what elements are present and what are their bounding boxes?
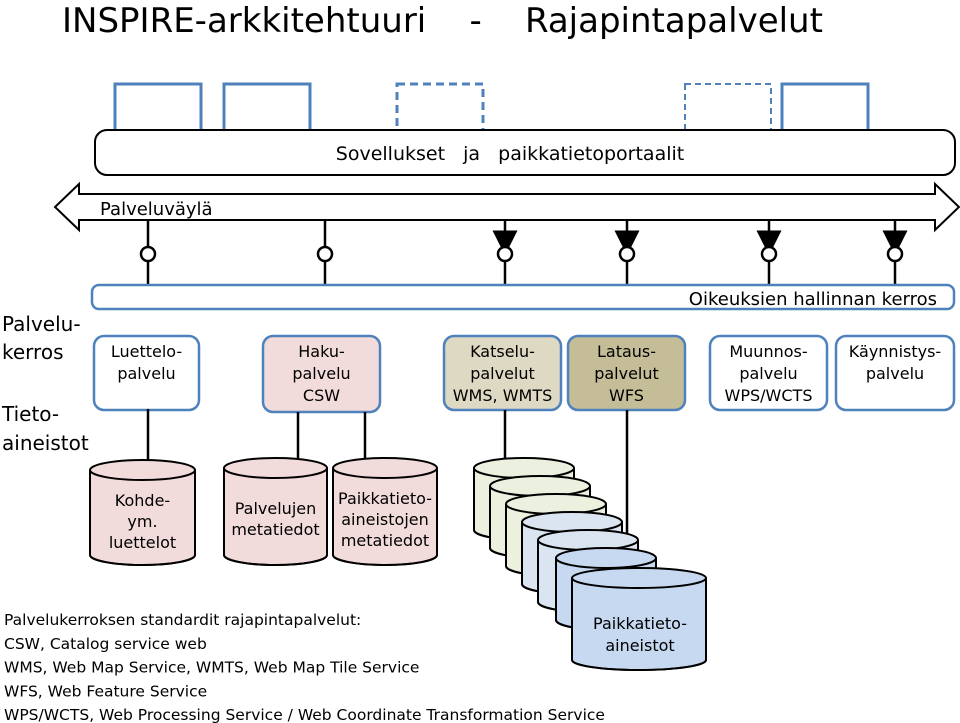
standards-line: Palvelukerroksen standardit rajapintapalvelut: xyxy=(4,611,362,629)
service-box xyxy=(94,336,199,410)
app-window-dashed xyxy=(397,84,483,136)
app-window-dashed xyxy=(685,84,771,136)
service-box xyxy=(710,336,827,410)
connectors xyxy=(141,220,902,285)
service-box-label: palvelu xyxy=(865,364,925,383)
service-box-label: palvelu xyxy=(117,364,176,383)
app-window xyxy=(782,84,868,136)
database-label: luettelot xyxy=(108,533,177,552)
service-box-label: Käynnistys- xyxy=(848,342,942,361)
interface-provided-icon xyxy=(318,247,332,261)
database-label: metatiedot xyxy=(231,520,320,539)
interface-provided-icon xyxy=(141,247,155,261)
database-label: Kohde- xyxy=(114,491,171,510)
service-box xyxy=(836,336,954,410)
data-label-line2: aineistot xyxy=(2,431,89,455)
app-window xyxy=(224,84,310,136)
applications-bar-label: Sovellukset ja paikkatietoportaalit xyxy=(335,143,685,165)
application-windows xyxy=(115,84,868,136)
service-boxes xyxy=(94,336,954,412)
service-box-label: Haku- xyxy=(298,342,345,361)
service-box-label: WFS xyxy=(609,386,644,405)
service-box-label: Lataus- xyxy=(596,342,657,361)
service-box-label: Muunnos- xyxy=(729,342,808,361)
database-label: Paikkatieto- xyxy=(338,489,432,508)
service-layer-label-line1: Palvelu- xyxy=(2,312,81,336)
rights-management-label: Oikeuksien hallinnan kerros xyxy=(688,289,937,310)
database-cylinder xyxy=(333,458,437,565)
service-bus-label: Palveluväylä xyxy=(100,199,213,220)
standards-line: CSW, Catalog service web xyxy=(4,634,207,653)
dataset-stack xyxy=(474,458,706,670)
service-box-label: Katselu- xyxy=(470,342,535,361)
service-box-label: WMS, WMTS xyxy=(452,386,553,405)
database-cylinder xyxy=(224,458,327,565)
standards-list xyxy=(4,611,605,723)
service-box-label: Luettelo- xyxy=(110,342,183,361)
service-box-label: palvelu xyxy=(739,364,798,383)
standards-line: WPS/WCTS, Web Processing Service / Web Coordinate Transformation Service xyxy=(4,706,605,723)
service-box-label: palvelu xyxy=(292,364,351,383)
dataset-stack-label: aineistot xyxy=(605,636,675,655)
dataset-stack-label: Paikkatieto- xyxy=(593,614,687,633)
service-box-label: WPS/WCTS xyxy=(724,386,813,405)
service-layer-label-line2: kerros xyxy=(2,340,64,364)
service-box-label: palvelut xyxy=(470,364,535,383)
page-title: INSPIRE-arkkitehtuuri - Rajapintapalvelut xyxy=(62,1,823,41)
service-box-label: CSW xyxy=(302,386,341,405)
service-box xyxy=(263,336,380,412)
database-cylinder xyxy=(90,460,195,565)
standards-line: WFS, Web Feature Service xyxy=(4,682,208,701)
database-label: ym. xyxy=(127,512,158,531)
data-label-line1: Tieto- xyxy=(2,402,60,426)
app-window xyxy=(115,84,201,136)
database-label: Palvelujen xyxy=(234,499,317,518)
service-box xyxy=(568,336,685,410)
service-box xyxy=(444,336,561,410)
data-cylinders xyxy=(90,458,437,565)
standards-line: WMS, Web Map Service, WMTS, Web Map Tile Service xyxy=(4,658,420,677)
database-label: aineistojen xyxy=(341,510,429,529)
database-label: metatiedot xyxy=(340,531,430,550)
service-box-label: palvelut xyxy=(594,364,659,383)
